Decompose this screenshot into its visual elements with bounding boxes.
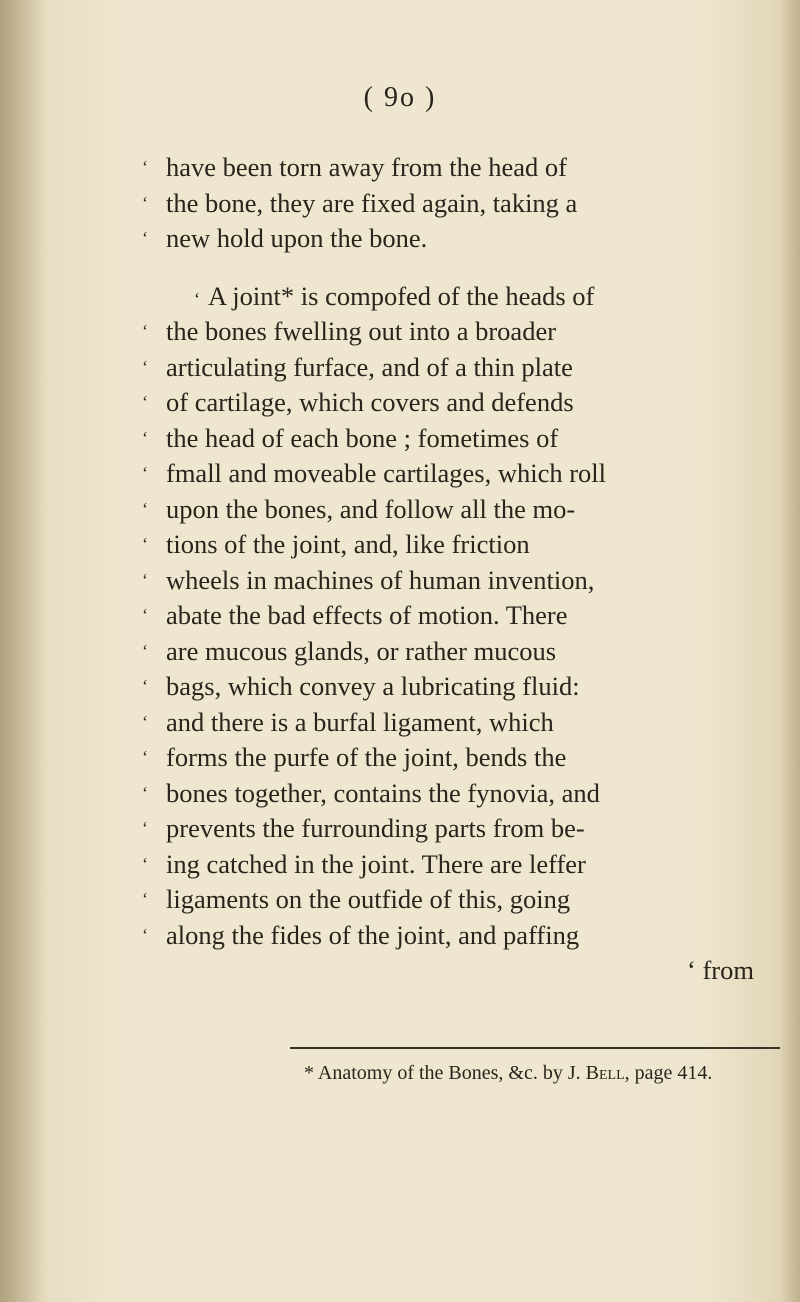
- quote-mark: ‘: [142, 747, 148, 767]
- text-line: ‘ ing catched in the joint. There are leffer: [142, 847, 782, 883]
- quote-mark: ‘: [142, 356, 148, 377]
- quote-mark: ‘: [142, 463, 148, 483]
- text-line: ‘ have been torn away from the head of: [142, 150, 782, 186]
- quote-mark: ‘: [142, 321, 148, 341]
- quote-mark: ‘: [142, 392, 148, 412]
- text-line: ‘ fmall and moveable cartilages, which roll: [142, 456, 782, 492]
- quote-mark: ‘: [142, 676, 148, 696]
- quote-mark: ‘: [142, 640, 148, 661]
- text-line: ‘ A joint* is compofed of the heads of: [142, 279, 782, 315]
- catchword: ‘ from: [687, 955, 754, 985]
- text-line: ‘ new hold upon the bone.: [142, 221, 782, 257]
- page-gutter-shadow: [0, 0, 48, 1302]
- text-line: ‘ bones together, contains the fynovia, and: [142, 776, 782, 812]
- page-edge-shadow: [780, 0, 800, 1302]
- quote-mark: [142, 279, 166, 315]
- text-line: ‘ ligaments on the outfide of this, going: [142, 882, 782, 918]
- quote-mark: ‘: [142, 534, 148, 554]
- quote-mark: ‘: [142, 569, 148, 590]
- quote-mark: ‘: [142, 924, 148, 945]
- text-line: ‘ tions of the joint, and, like friction: [142, 527, 782, 563]
- footnote: [304, 1062, 784, 1085]
- quote-mark: ‘: [142, 818, 148, 838]
- quote-mark: ‘: [142, 498, 148, 519]
- text-line: ‘ are mucous glands, or rather mucous: [142, 634, 782, 670]
- text-line: ‘ the head of each bone ; fometimes of: [142, 421, 782, 457]
- quote-mark: ‘: [142, 192, 148, 213]
- text-line: ‘ bags, which convey a lubricating fluid:: [142, 669, 782, 705]
- body-text: [142, 150, 782, 989]
- quote-mark: ‘: [142, 228, 148, 248]
- quote-mark: ‘: [142, 427, 148, 448]
- quote-mark: ‘: [142, 853, 148, 874]
- text-line: ‘ the bones fwelling out into a broader: [142, 314, 782, 350]
- footnote-prefix: * Anatomy of the Bones, &c. by J.: [304, 1062, 581, 1084]
- text-line: ‘ and there is a burfal ligament, which: [142, 705, 782, 741]
- quote-mark: ‘: [142, 157, 148, 177]
- text-line: ‘ forms the purfe of the joint, bends the: [142, 740, 782, 776]
- quote-mark: ‘: [142, 711, 148, 732]
- footnote-suffix: , page 414.: [624, 1062, 713, 1084]
- quote-mark: ‘: [142, 605, 148, 625]
- text-line: ‘ the bone, they are fixed again, taking a: [142, 186, 782, 222]
- page-number: ( 9o ): [363, 82, 437, 113]
- footnote-author: Bell: [585, 1062, 625, 1084]
- text-line: ‘ wheels in machines of human invention,: [142, 563, 782, 599]
- paragraph-break: [142, 257, 782, 279]
- text-line: ‘ articulating furface, and of a thin plate: [142, 350, 782, 386]
- quote-mark: ‘: [142, 889, 148, 909]
- text-line: ‘ abate the bad effects of motion. There: [142, 598, 782, 634]
- text-line: ‘ of cartilage, which covers and defends: [142, 385, 782, 421]
- quote-mark: ‘: [142, 782, 148, 803]
- text-line: ‘ upon the bones, and follow all the mo-: [142, 492, 782, 528]
- text-line: ‘ prevents the furrounding parts from be-: [142, 811, 782, 847]
- text-line: ‘ along the fides of the joint, and paffing: [142, 918, 782, 954]
- footnote-rule: [290, 1047, 780, 1049]
